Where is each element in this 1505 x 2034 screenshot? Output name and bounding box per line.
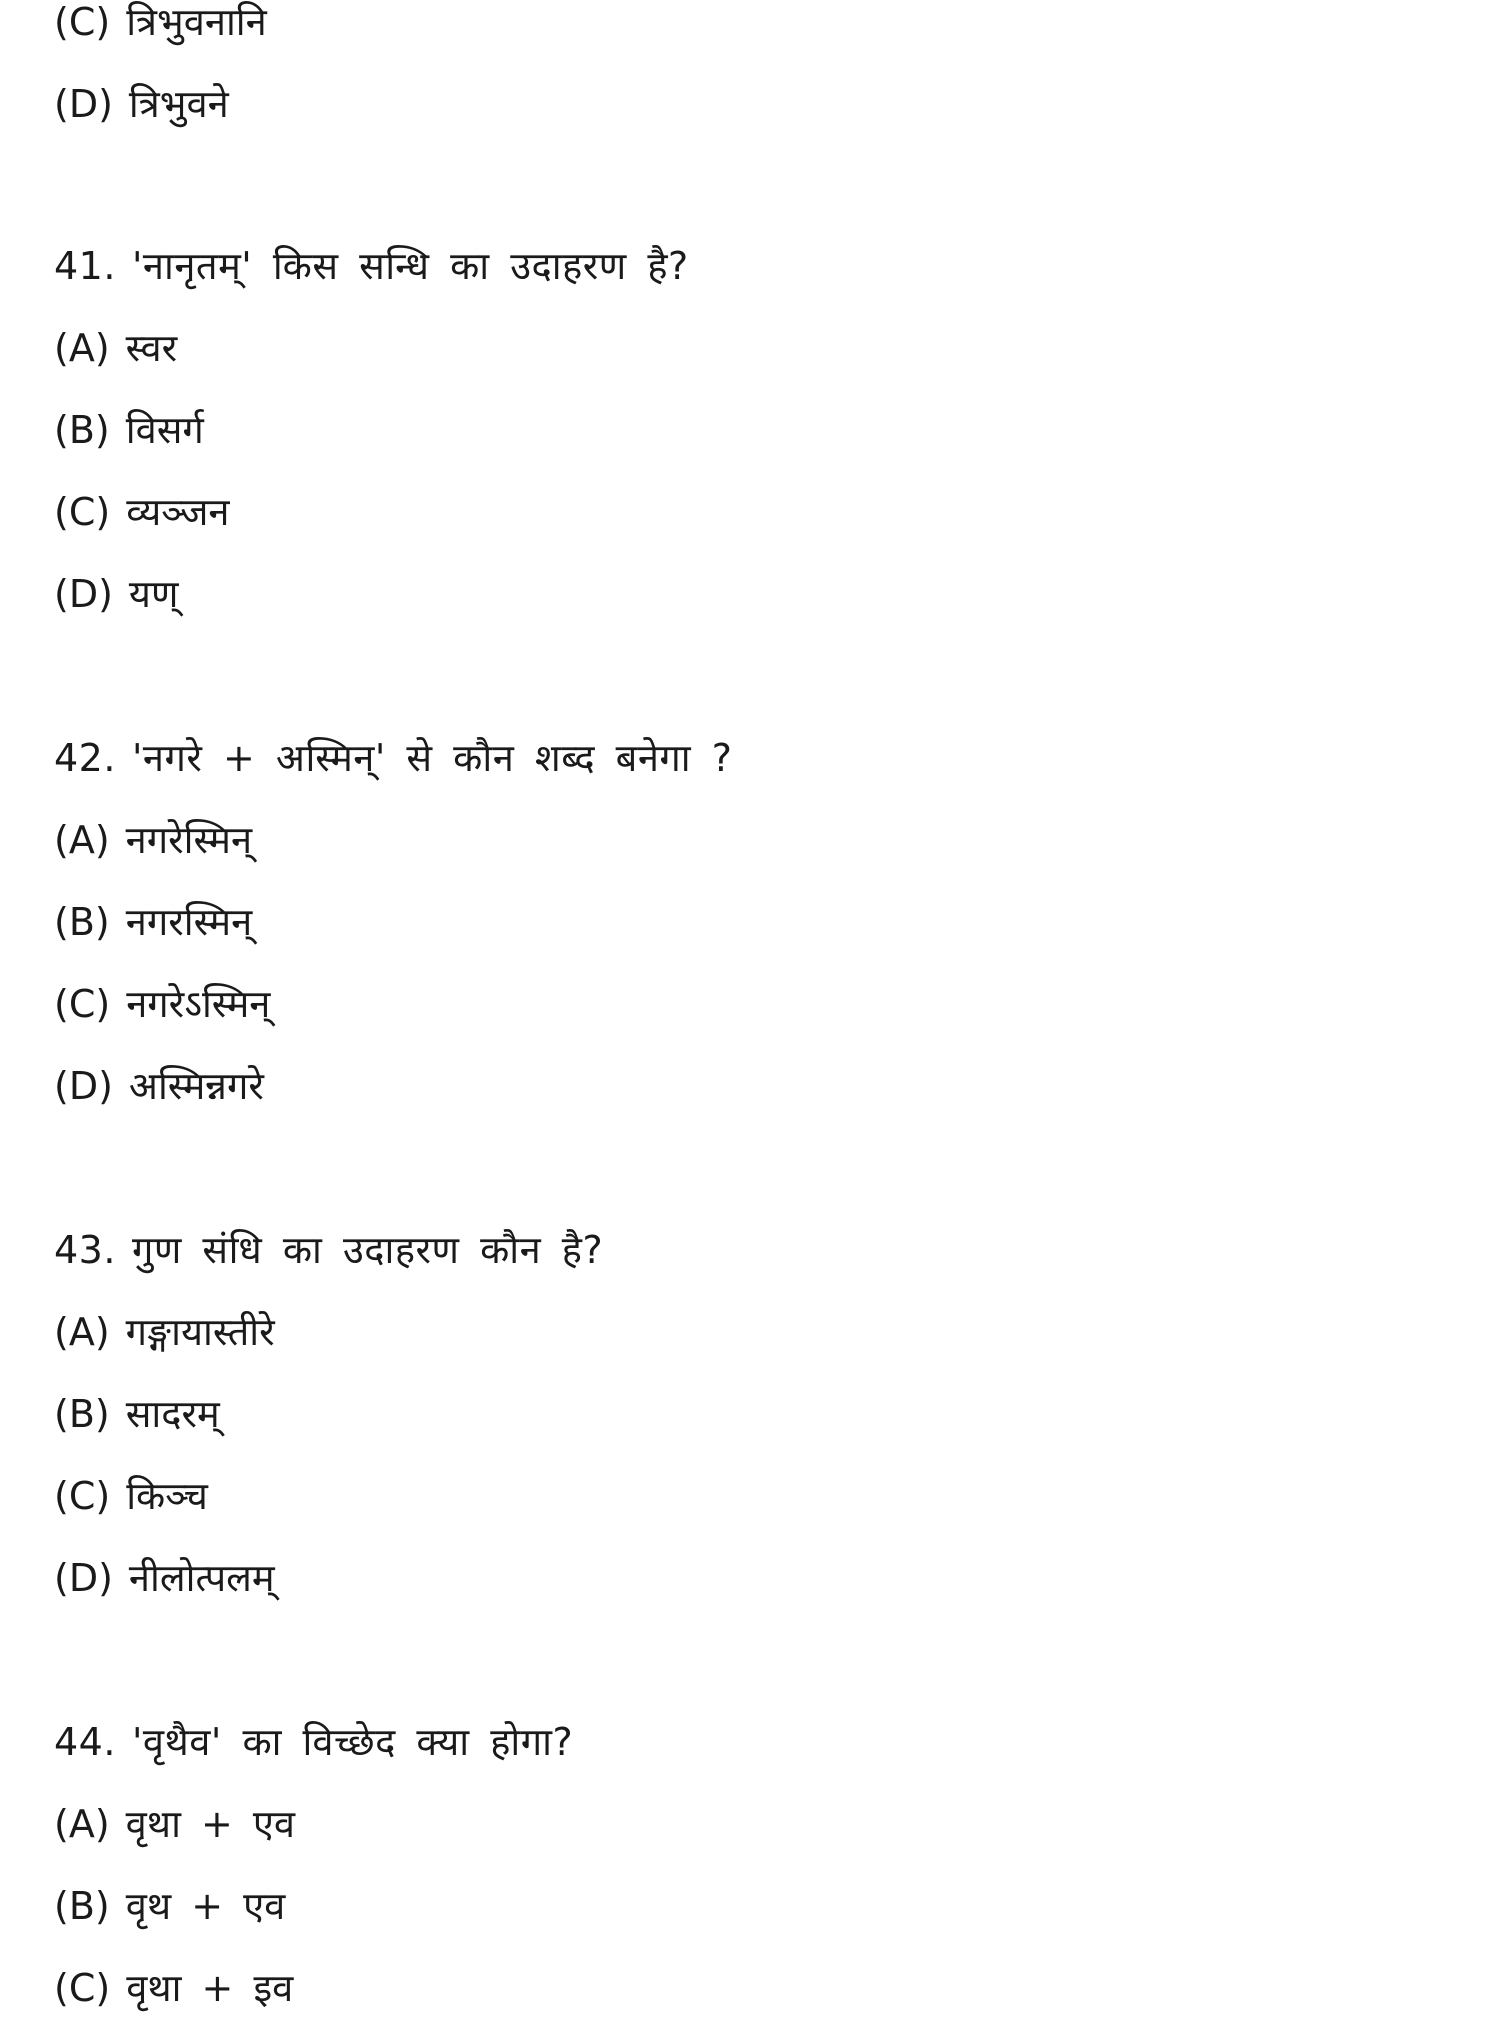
option-label: (C) bbox=[54, 490, 111, 534]
option-label: (C) bbox=[54, 1966, 111, 2010]
option-line bbox=[54, 976, 270, 1032]
option-line bbox=[54, 1550, 275, 1606]
option-line bbox=[54, 812, 252, 868]
option-label: (A) bbox=[54, 1310, 110, 1354]
option-label: (D) bbox=[54, 572, 113, 616]
option-text: नगरेऽस्मिन् bbox=[126, 982, 271, 1026]
option-text: त्रिभुवने bbox=[128, 82, 229, 126]
option-line bbox=[54, 0, 267, 50]
question-text: 'वृथैव' का विच्छेद क्या होगा? bbox=[131, 1720, 574, 1764]
option-text: नीलोत्पलम् bbox=[128, 1556, 275, 1600]
option-line bbox=[54, 566, 178, 622]
question-number: 44. bbox=[54, 1720, 116, 1764]
option-label: (C) bbox=[54, 0, 111, 44]
question-number: 42. bbox=[54, 736, 116, 780]
option-line bbox=[54, 402, 204, 458]
option-line bbox=[54, 484, 230, 540]
option-text: त्रिभुवनानि bbox=[126, 0, 267, 44]
option-text: वृथ + एव bbox=[125, 1884, 286, 1928]
question-number: 41. bbox=[54, 244, 116, 288]
option-label: (B) bbox=[54, 1392, 110, 1436]
option-text: गङ्गायास्तीरे bbox=[125, 1310, 275, 1354]
option-text: यण् bbox=[128, 572, 179, 616]
option-text: किञ्च bbox=[126, 1474, 208, 1518]
option-line bbox=[54, 1878, 285, 1934]
question-42 bbox=[54, 730, 732, 786]
option-label: (D) bbox=[54, 82, 113, 126]
option-text: सादरम् bbox=[125, 1392, 220, 1436]
option-text: व्यञ्जन bbox=[126, 490, 230, 534]
option-text: वृथा + एव bbox=[125, 1802, 296, 1846]
option-text: विसर्ग bbox=[125, 408, 204, 452]
option-text: वृथा + इव bbox=[126, 1966, 294, 2010]
question-43 bbox=[54, 1222, 603, 1278]
option-label: (A) bbox=[54, 1802, 110, 1846]
option-line bbox=[54, 1796, 295, 1852]
option-label: (A) bbox=[54, 326, 110, 370]
option-label: (C) bbox=[54, 982, 111, 1026]
option-line bbox=[54, 1304, 275, 1360]
option-line bbox=[54, 1386, 220, 1442]
question-41 bbox=[54, 238, 689, 294]
option-label: (A) bbox=[54, 818, 110, 862]
option-text: नगरस्मिन् bbox=[125, 900, 253, 944]
question-text: 'नानृतम्' किस सन्धि का उदाहरण है? bbox=[131, 244, 689, 288]
question-text: 'नगरे + अस्मिन्' से कौन शब्द बनेगा ? bbox=[131, 736, 733, 780]
option-label: (B) bbox=[54, 408, 110, 452]
option-line bbox=[54, 320, 177, 376]
option-label: (B) bbox=[54, 1884, 110, 1928]
question-number: 43. bbox=[54, 1228, 116, 1272]
option-text: स्वर bbox=[125, 326, 178, 370]
option-line bbox=[54, 1960, 293, 2016]
question-text: गुण संधि का उदाहरण कौन है? bbox=[131, 1228, 604, 1272]
option-label: (B) bbox=[54, 900, 110, 944]
option-label: (D) bbox=[54, 1064, 113, 1108]
option-label: (C) bbox=[54, 1474, 111, 1518]
option-text: अस्मिन्नगरे bbox=[128, 1064, 264, 1108]
option-line bbox=[54, 1058, 264, 1114]
option-line bbox=[54, 894, 252, 950]
option-label: (D) bbox=[54, 1556, 113, 1600]
option-line bbox=[54, 76, 229, 132]
option-text: नगरेस्मिन् bbox=[125, 818, 253, 862]
option-line bbox=[54, 1468, 208, 1524]
question-44 bbox=[54, 1714, 573, 1770]
